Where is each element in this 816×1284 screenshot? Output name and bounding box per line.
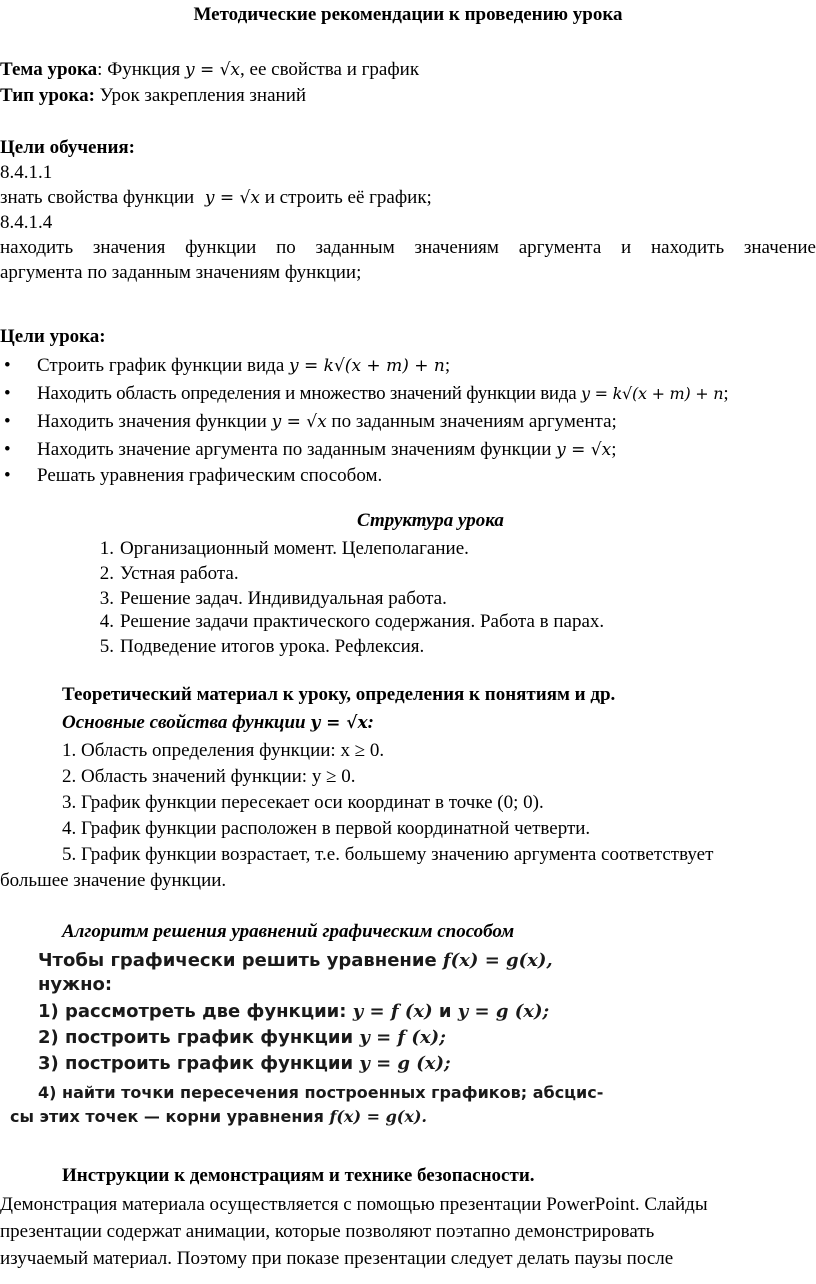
structure-item-text: Решение задачи практического содержания. Работа в парах.: [120, 611, 605, 632]
algorithm-formula: f(x) = g(x).: [329, 1107, 427, 1126]
safety-paragraph-line: Демонстрация материала осуществляется с помощью презентации PowerPoint. Слайды: [0, 1194, 708, 1215]
algorithm-formula: y = g (x);: [359, 1053, 451, 1074]
algorithm-text: 2) построить график функции: [38, 1027, 360, 1048]
structure-item-number: 3.: [99, 588, 114, 609]
algorithm-line: нужно:: [38, 974, 113, 995]
lesson-goal-text: Находить значение аргумента по заданным значениям функции: [37, 439, 557, 460]
goal-1-after: и строить её график;: [259, 187, 432, 208]
props-heading-text: Основные свойства функции: [62, 712, 311, 733]
algorithm-formula: y = f (x): [352, 1001, 433, 1022]
lesson-type-label: Тип урока:: [0, 85, 95, 106]
structure-item: [90, 635, 424, 659]
safety-heading: Инструкции к демонстрациям и технике безопасности.: [62, 1165, 535, 1186]
props-heading-formula: y = √x: [310, 713, 368, 733]
algorithm-text: 1) рассмотреть две функции:: [38, 1001, 353, 1022]
lesson-goal-after: ;: [723, 383, 729, 404]
goal-1-before: знать свойства функции: [0, 187, 199, 208]
bullet-icon: •: [4, 383, 11, 404]
property-item: 3. График функции пересекает оси координат в точке (0; 0).: [62, 792, 544, 813]
bullet-icon: •: [4, 411, 11, 432]
algorithm-text: Чтобы графически решить уравнение: [38, 950, 443, 971]
structure-item: [90, 537, 469, 561]
topic-line: [0, 58, 419, 82]
algorithm-line: [10, 1105, 427, 1129]
theory-heading: Теоретический материал к уроку, определения к понятиям и др.: [62, 684, 616, 705]
bullet-icon: •: [4, 355, 11, 376]
algorithm-text: и: [432, 1001, 458, 1022]
lesson-goal-text: Строить график функции вида: [37, 355, 290, 376]
structure-item: [90, 587, 447, 611]
algorithm-formula: y = g (x);: [457, 1001, 550, 1022]
topic-colon: : Функция: [97, 59, 185, 80]
algorithm-formula: f(x) = g(x),: [442, 950, 553, 971]
learning-goals-heading: Цели обучения:: [0, 137, 135, 158]
property-item: 4. График функции расположен в первой координатной четверти.: [62, 818, 591, 839]
lesson-type-value: Урок закрепления знаний: [94, 85, 307, 106]
algorithm-text: сы этих точек — корни уравнения: [10, 1107, 330, 1126]
lesson-goal-formula: y = √x: [271, 412, 327, 432]
goal-2-line-2: аргумента по заданным значениям функции;: [0, 262, 362, 283]
lesson-type-line: [0, 84, 306, 108]
algorithm-line: [38, 1026, 446, 1050]
lesson-goal-text: Находить значения функции: [37, 411, 272, 432]
props-heading-colon: :: [367, 712, 374, 733]
topic-label: Тема урока: [0, 59, 98, 80]
bullet-icon: •: [4, 439, 11, 460]
structure-item-text: Подведение итогов урока. Рефлексия.: [120, 636, 425, 657]
property-item: 5. График функции возрастает, т.е. большему значению аргумента соответствует: [62, 844, 714, 865]
property-item: 1. Область определения функции: x ≥ 0.: [62, 740, 385, 761]
lesson-goals-heading: Цели урока:: [0, 326, 106, 347]
algorithm-line: 4) найти точки пересечения построенных графиков; абсцис-: [38, 1083, 604, 1102]
lesson-goal-after: ;: [611, 439, 617, 460]
lesson-goal-formula: y = √x: [556, 440, 612, 460]
structure-heading: Структура урока: [357, 510, 504, 531]
property-item: 2. Область значений функции: y ≥ 0.: [62, 766, 356, 787]
props-heading: [62, 711, 374, 735]
algorithm-heading: Алгоритм решения уравнений графическим способом: [62, 921, 515, 942]
document-title: Методические рекомендации к проведению урока: [193, 4, 623, 25]
goal-2-line-1: находить значения функции по заданным значениям аргумента и находить значение: [0, 237, 816, 258]
structure-item-text: Решение задач. Индивидуальная работа.: [120, 588, 447, 609]
lesson-goal-formula: y = k√(x + m) + n: [289, 356, 445, 376]
lesson-goal-after: ;: [444, 355, 451, 376]
structure-item-number: 1.: [99, 538, 114, 559]
algorithm-text: 3) построить график функции: [38, 1053, 360, 1074]
structure-item-number: 2.: [99, 563, 114, 584]
structure-item: [90, 562, 239, 586]
goal-1-formula: y = √x: [204, 188, 260, 208]
topic-rest: , ее свойства и график: [240, 59, 420, 80]
lesson-goal-text: Находить область определения и множество значений функции вида: [37, 383, 581, 404]
lesson-goal-text: Решать уравнения графическим способом.: [37, 465, 383, 486]
algorithm-line: [38, 1052, 451, 1076]
topic-formula: y = √x: [184, 60, 241, 80]
algorithm-line: [38, 949, 553, 973]
structure-item: [90, 610, 604, 634]
structure-item-text: Устная работа.: [120, 563, 239, 584]
lesson-goal-after: по заданным значениям аргумента;: [326, 411, 617, 432]
bullet-icon: •: [4, 465, 11, 486]
goal-code-1: 8.4.1.1: [0, 162, 53, 183]
structure-item-number: 5.: [99, 636, 114, 657]
structure-item-number: 4.: [99, 611, 114, 632]
safety-paragraph-line: изучаемый материал. Поэтому при показе презентации следует делать паузы после: [0, 1248, 674, 1269]
lesson-goal-formula: y = k√(x + m) + n: [580, 384, 724, 403]
structure-item-text: Организационный момент. Целеполагание.: [120, 538, 469, 559]
algorithm-line: [38, 1000, 549, 1024]
goal-code-2: 8.4.1.4: [0, 212, 53, 233]
algorithm-formula: y = f (x);: [359, 1027, 446, 1048]
safety-paragraph-line: презентации содержат анимации, которые позволяют поэтапно демонстрировать: [0, 1221, 655, 1242]
goal-1: [0, 186, 432, 210]
property-item-continued: большее значение функции.: [0, 870, 227, 891]
